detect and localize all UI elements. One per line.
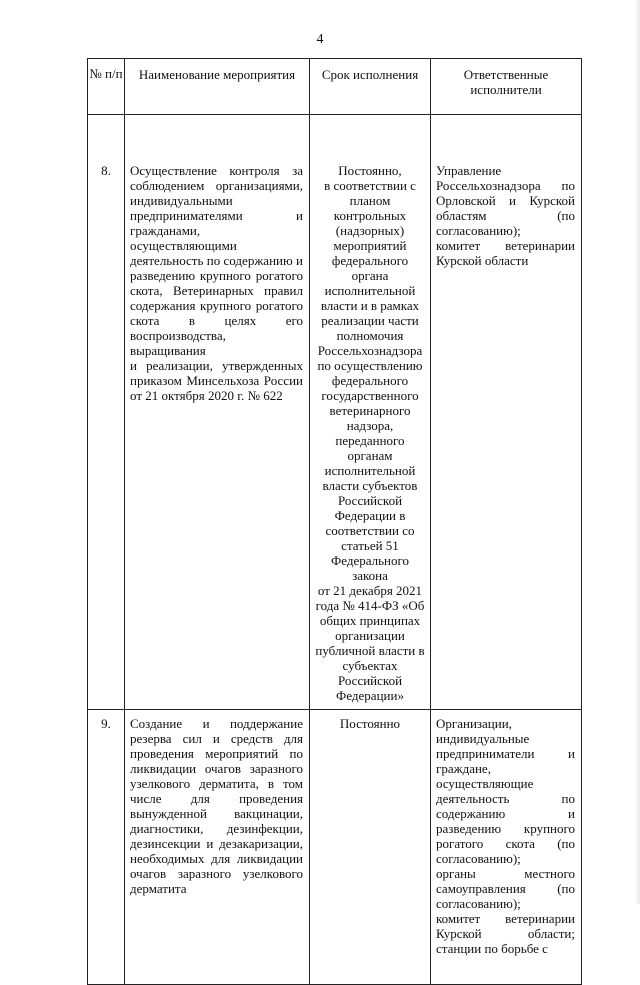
text-line: года № 414-ФЗ «Об: [315, 598, 425, 613]
text-line: осуществляющие: [436, 776, 534, 791]
scan-edge-shade: [634, 0, 640, 904]
text-line: Организации,: [436, 716, 512, 731]
text-line: согласованию);: [436, 896, 521, 911]
header-deadline-label: Срок исполнения: [321, 67, 419, 82]
text-line: рогатого скота (по: [436, 836, 575, 851]
text-line: Российской: [337, 493, 403, 508]
table-row: [88, 115, 582, 710]
measure-name: [125, 115, 310, 710]
text-line: по осуществлению: [317, 358, 423, 373]
text-line: содержанию и: [436, 806, 575, 821]
text-line: Орловской и Курской: [436, 193, 575, 208]
text-line: деятельность по: [436, 791, 575, 806]
text-line: гражданами,: [130, 223, 201, 238]
text-line: скота в целях его: [130, 313, 303, 328]
text-line: числе для проведения: [130, 791, 303, 806]
text-line: комитет ветеринарии: [436, 911, 575, 926]
measure-name: [125, 710, 310, 985]
text-line: Курской области: [436, 253, 529, 268]
text-line: Федерации»: [336, 688, 404, 703]
header-name-label: Наименование мероприятия: [138, 67, 296, 82]
text-line: ликвидации очагов заразного: [130, 761, 303, 776]
text-line: исполнительной: [324, 283, 416, 298]
header-deadline: [310, 59, 431, 115]
text-line: резерва сил и средств для: [130, 731, 303, 746]
text-line: дерматита: [130, 881, 187, 896]
text-line: необходимых для ликвидации: [130, 851, 303, 866]
header-num: [88, 59, 125, 115]
text-line: реализации части: [321, 313, 419, 328]
table-header-row: [88, 59, 582, 115]
text-line: Осуществление контроля за: [130, 163, 303, 178]
measure-deadline: Постоянно: [310, 710, 431, 985]
text-line: планом контрольных: [333, 193, 407, 223]
text-line: вынужденной вакцинации,: [130, 806, 303, 821]
text-line: осуществляющими: [130, 238, 237, 253]
text-line: Курской области;: [436, 926, 575, 941]
text-line: содержания крупного рогатого: [130, 298, 303, 313]
text-line: (надзорных): [335, 223, 405, 238]
text-line: предприниматели и: [436, 746, 575, 761]
text-line: и реализации, утвержденных: [130, 358, 303, 373]
text-line: ветеринарного: [329, 403, 411, 418]
text-line: Управление: [436, 163, 502, 178]
text-line: граждане,: [436, 761, 491, 776]
text-line: деятельность по содержанию и: [130, 253, 303, 268]
text-line: власти и в рамках: [320, 298, 420, 313]
text-line: узелкового дерматита, в том: [130, 776, 303, 791]
text-line: проведения мероприятий по: [130, 746, 303, 761]
text-line: от 21 декабря 2021: [317, 583, 423, 598]
text-line: от 21 октября 2020 г. № 622: [130, 388, 283, 403]
text-line: надзора, переданного: [335, 418, 405, 448]
text-line: субъектах: [342, 658, 398, 673]
text-line: диагностики, дезинфекции,: [130, 821, 303, 836]
text-line: согласованию);: [436, 223, 521, 238]
text-line: Россельхознадзора: [317, 343, 423, 358]
measure-responsible: [431, 710, 582, 985]
text-line: федерального органа: [331, 253, 409, 283]
text-line: разведению крупного: [436, 821, 575, 836]
text-line: мероприятий: [333, 238, 407, 253]
text-line: станции по борьбе с: [436, 941, 548, 956]
text-line: воспроизводства, выращивания: [130, 328, 226, 358]
text-line: дезинсекции и дезакаризации,: [130, 836, 303, 851]
text-line: органы местного: [436, 866, 575, 881]
text-line: власти субъектов: [322, 478, 418, 493]
header-responsible-label: Ответственные исполнители: [463, 67, 549, 97]
text-line: статьей 51: [341, 538, 399, 553]
measures-table: [87, 58, 582, 985]
text-line: Создание и поддержание: [130, 716, 303, 731]
measure-deadline: [310, 115, 431, 710]
text-line: исполнительной: [324, 463, 416, 478]
text-line: самоуправления (по: [436, 881, 575, 896]
text-line: в соответствии с: [324, 178, 416, 193]
text-line: публичной власти в: [315, 643, 425, 658]
table-row: [88, 710, 582, 985]
text-line: соответствии со: [325, 523, 415, 538]
text-line: Российской: [337, 673, 403, 688]
text-line: Федерального закона: [330, 553, 410, 583]
text-line: полномочия: [336, 328, 404, 343]
header-name: [125, 59, 310, 115]
text-line: комитет ветеринарии: [436, 238, 575, 253]
text-line: приказом Минсельхоза России: [130, 373, 303, 388]
row-number: 8.: [88, 115, 125, 710]
text-line: организации: [335, 628, 405, 643]
text-line: Постоянно,: [338, 163, 402, 178]
text-line: очагов заразного узелкового: [130, 866, 303, 881]
text-line: индивидуальные: [436, 731, 530, 746]
text-line: соблюдением организациями,: [130, 178, 303, 193]
measure-responsible: [431, 115, 582, 710]
header-num-label: № п/п: [89, 66, 123, 81]
page-number: 4: [316, 32, 324, 47]
text-line: областям (по: [436, 208, 575, 223]
text-line: государственного: [321, 388, 419, 403]
text-line: индивидуальными: [130, 193, 233, 208]
text-line: разведению крупного рогатого: [130, 268, 303, 283]
header-responsible: [431, 59, 582, 115]
text-line: федерального: [331, 373, 409, 388]
text-line: согласованию);: [436, 851, 521, 866]
text-line: Федерации в: [334, 508, 406, 523]
text-line: органам: [347, 448, 393, 463]
text-line: предпринимателями и: [130, 208, 303, 223]
text-line: скота, Ветеринарных правил: [130, 283, 303, 298]
row-number: 9.: [88, 710, 125, 985]
text-line: Россельхознадзора по: [436, 178, 575, 193]
text-line: общих принципах: [319, 613, 421, 628]
